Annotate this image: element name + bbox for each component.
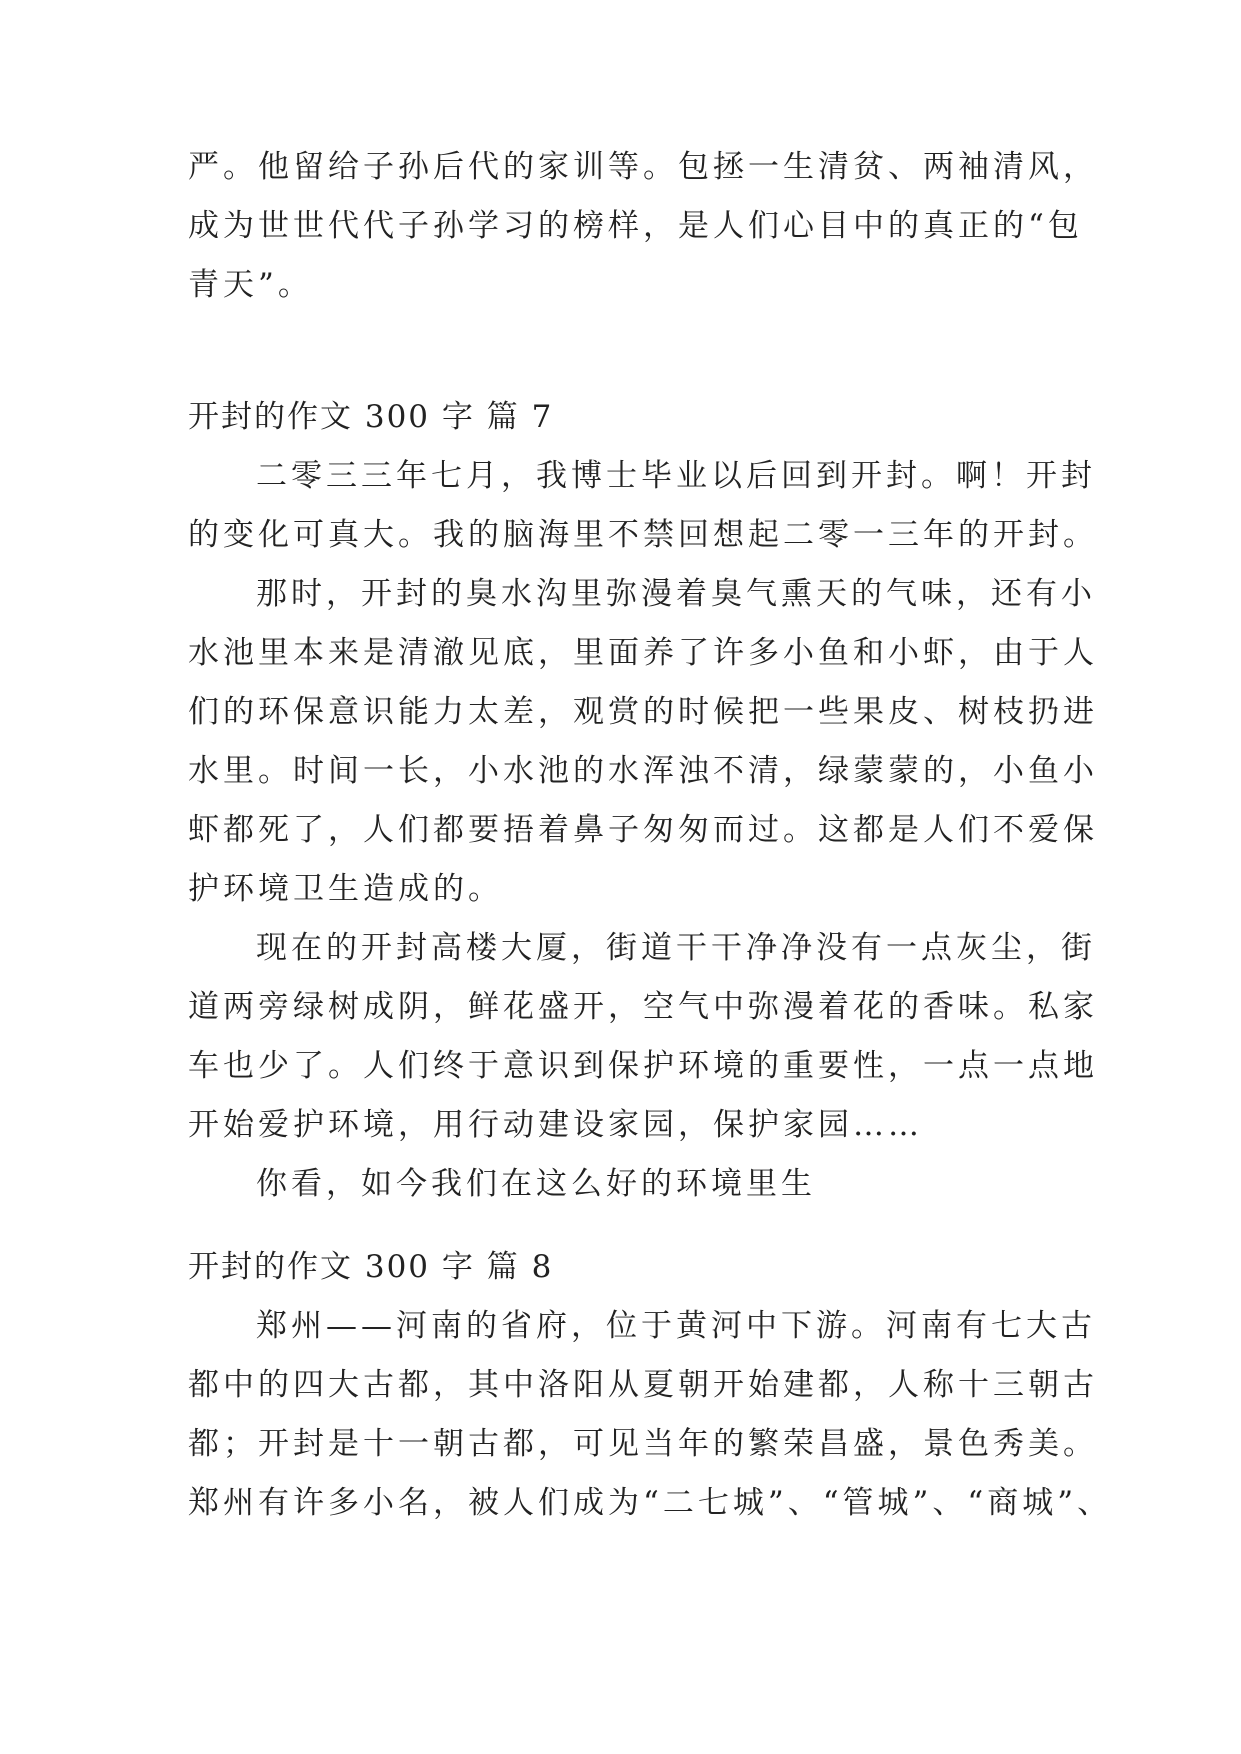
s7-p2-line-1: 那时，开封的臭水沟里弥漫着臭气熏天的气味，还有小 <box>256 576 1096 612</box>
s8-p1-line-4: 郑州有许多小名，被人们成为“二七城”、“管城”、“商城”、 <box>188 1485 1113 1521</box>
intro-line-2: 成为世世代代子孙学习的榜样，是人们心目中的真正的“包 <box>188 208 1083 244</box>
s8-p1-line-1: 郑州——河南的省府，位于黄河中下游。河南有七大古 <box>256 1308 1096 1344</box>
s7-p3-line-1: 现在的开封高楼大厦，街道干干净净没有一点灰尘，街 <box>256 930 1096 966</box>
intro-line-3: 青天”。 <box>188 267 313 303</box>
s7-p2-line-5: 虾都死了，人们都要捂着鼻子匆匆而过。这都是人们不爱保 <box>188 812 1098 848</box>
s7-p2-line-6: 护环境卫生造成的。 <box>188 871 503 907</box>
section-8-heading: 开封的作文 300 字 篇 8 <box>188 1249 554 1285</box>
intro-line-1: 严。他留给子孙后代的家训等。包拯一生清贫、两袖清风， <box>188 149 1098 185</box>
section-8-body <box>188 1297 1113 1533</box>
s7-p4-line-1: 你看，如今我们在这么好的环境里生 <box>256 1166 816 1202</box>
section-7-heading: 开封的作文 300 字 篇 7 <box>188 399 554 435</box>
s7-p3-line-3: 车也少了。人们终于意识到保护环境的重要性，一点一点地 <box>188 1048 1098 1084</box>
s7-p2-line-3: 们的环保意识能力太差，观赏的时候把一些果皮、树枝扔进 <box>188 694 1098 730</box>
s8-p1-line-2: 都中的四大古都，其中洛阳从夏朝开始建都，人称十三朝古 <box>188 1367 1098 1403</box>
s8-p1-line-3: 都；开封是十一朝古都，可见当年的繁荣昌盛，景色秀美。 <box>188 1426 1098 1462</box>
s7-p2-line-4: 水里。时间一长，小水池的水浑浊不清，绿蒙蒙的，小鱼小 <box>188 753 1098 789</box>
s7-p1-line-2: 的变化可真大。我的脑海里不禁回想起二零一三年的开封。 <box>188 517 1098 553</box>
s7-p1-line-1: 二零三三年七月，我博士毕业以后回到开封。啊！开封 <box>256 458 1096 494</box>
s7-p3-line-2: 道两旁绿树成阴，鲜花盛开，空气中弥漫着花的香味。私家 <box>188 989 1098 1025</box>
s7-p2-line-2: 水池里本来是清澈见底，里面养了许多小鱼和小虾，由于人 <box>188 635 1098 671</box>
s7-p3-line-4: 开始爱护环境，用行动建设家园，保护家园…… <box>188 1107 923 1143</box>
section-7-body <box>188 447 1098 1214</box>
intro-paragraph <box>188 138 1098 315</box>
